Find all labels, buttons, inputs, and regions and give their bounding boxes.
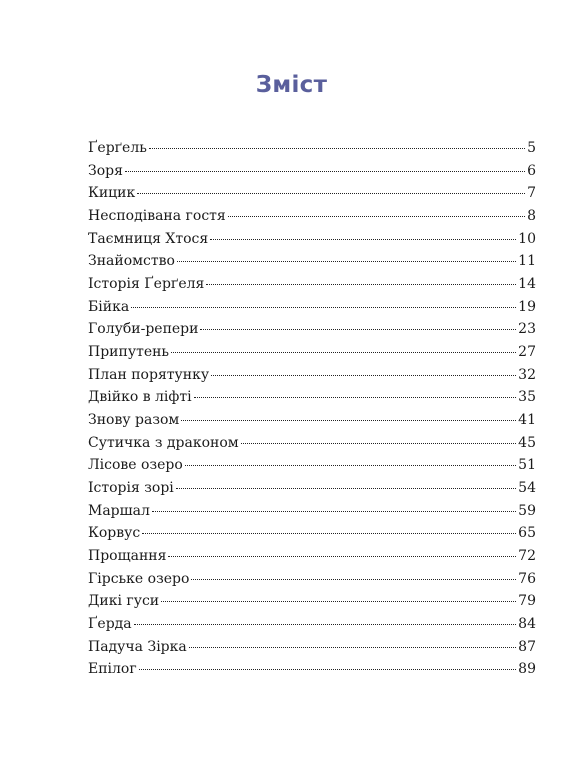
toc-entry-page-number: 89 <box>518 661 536 678</box>
toc-entry-title: Ґерда <box>88 616 132 633</box>
toc-entry <box>88 296 536 319</box>
toc-entry-page-number: 76 <box>518 570 536 587</box>
toc-entry-title: Припутень <box>88 344 170 361</box>
toc-entry-title: Кицик <box>88 185 136 202</box>
toc-entry-page-number: 19 <box>518 298 536 315</box>
toc-entry-page-number: 41 <box>518 412 536 429</box>
dot-leader <box>134 624 517 625</box>
toc-entry-page-number: 35 <box>518 389 536 406</box>
dot-leader <box>177 261 516 262</box>
toc-entry-title: Історія Ґерґеля <box>88 276 205 293</box>
toc-entry-title: Гірське озеро <box>88 570 190 587</box>
dot-leader <box>189 647 516 648</box>
dot-leader <box>200 329 516 330</box>
toc-entry <box>88 477 536 500</box>
toc-entry-page-number: 51 <box>518 457 536 474</box>
dot-leader <box>211 375 516 376</box>
toc-entry <box>88 658 536 681</box>
toc-entry <box>88 568 536 591</box>
dot-leader <box>185 465 516 466</box>
toc-entry-title: Падуча Зірка <box>88 638 187 655</box>
toc-entry <box>88 205 536 228</box>
toc-entry-title: Голуби-репери <box>88 321 199 338</box>
dot-leader <box>142 533 516 534</box>
toc-entry <box>88 386 536 409</box>
toc-entry <box>88 590 536 613</box>
toc-entry <box>88 160 536 183</box>
toc-entry-page-number: 32 <box>518 366 536 383</box>
toc-entry-page-number: 72 <box>518 548 536 565</box>
toc-entry-title: Зоря <box>88 162 123 179</box>
table-of-contents <box>88 137 536 681</box>
toc-entry <box>88 182 536 205</box>
toc-entry <box>88 137 536 160</box>
toc-entry-title: Маршал <box>88 502 150 519</box>
toc-entry-page-number: 65 <box>518 525 536 542</box>
dot-leader <box>241 443 517 444</box>
toc-entry-page-number: 27 <box>518 344 536 361</box>
toc-entry-page-number: 84 <box>518 616 536 633</box>
toc-entry-title: Ґерґель <box>88 140 147 156</box>
toc-entry-page-number: 14 <box>518 276 536 293</box>
toc-entry-title: Знайомство <box>88 253 175 270</box>
toc-entry <box>88 545 536 568</box>
toc-entry-title: Епілог <box>88 661 137 678</box>
dot-leader <box>161 601 516 602</box>
toc-entry-page-number: 45 <box>518 434 536 451</box>
toc-entry-title: Таємниця Хтося <box>88 230 209 247</box>
toc-entry-title: Дикі гуси <box>88 593 160 610</box>
toc-entry-title: Знову разом <box>88 412 180 429</box>
toc-entry-title: План порятунку <box>88 366 210 383</box>
dot-leader <box>125 171 525 172</box>
toc-entry-page-number: 6 <box>527 162 536 179</box>
dot-leader <box>168 556 516 557</box>
toc-entry-title: Лісове озеро <box>88 457 183 474</box>
toc-entry-title: Прощання <box>88 548 167 565</box>
toc-entry-page-number: 5 <box>527 140 536 156</box>
dot-leader <box>152 511 516 512</box>
toc-entry-title: Історія зорі <box>88 480 174 497</box>
toc-entry-title: Несподівана гостя <box>88 208 226 225</box>
toc-entry <box>88 613 536 636</box>
toc-entry-page-number: 23 <box>518 321 536 338</box>
toc-entry-title: Корвус <box>88 525 141 542</box>
dot-leader <box>194 397 517 398</box>
dot-leader <box>131 307 516 308</box>
dot-leader <box>210 239 516 240</box>
toc-entry-title: Сутичка з драконом <box>88 434 239 451</box>
toc-entry <box>88 250 536 273</box>
dot-leader <box>149 148 525 149</box>
toc-entry-page-number: 87 <box>518 638 536 655</box>
dot-leader <box>181 420 516 421</box>
toc-entry <box>88 636 536 659</box>
page-title: Зміст <box>255 72 328 98</box>
toc-entry-page-number: 79 <box>518 593 536 610</box>
dot-leader <box>206 284 516 285</box>
dot-leader <box>191 579 516 580</box>
toc-entry-title: Двійко в ліфті <box>88 389 192 406</box>
toc-entry <box>88 409 536 432</box>
toc-entry <box>88 364 536 387</box>
toc-entry-title: Бійка <box>88 298 130 315</box>
toc-entry-page-number: 59 <box>518 502 536 519</box>
dot-leader <box>139 669 516 670</box>
dot-leader <box>176 488 516 489</box>
toc-entry-page-number: 7 <box>527 185 536 202</box>
dot-leader <box>228 216 525 217</box>
toc-entry <box>88 500 536 523</box>
toc-entry-page-number: 54 <box>518 480 536 497</box>
toc-entry <box>88 228 536 251</box>
toc-entry <box>88 432 536 455</box>
toc-entry-page-number: 10 <box>518 230 536 247</box>
toc-entry <box>88 318 536 341</box>
toc-entry <box>88 341 536 364</box>
toc-entry-page-number: 11 <box>518 253 536 270</box>
dot-leader <box>137 193 525 194</box>
dot-leader <box>171 352 516 353</box>
toc-entry-page-number: 8 <box>527 208 536 225</box>
toc-entry <box>88 454 536 477</box>
toc-entry <box>88 273 536 296</box>
toc-entry <box>88 522 536 545</box>
